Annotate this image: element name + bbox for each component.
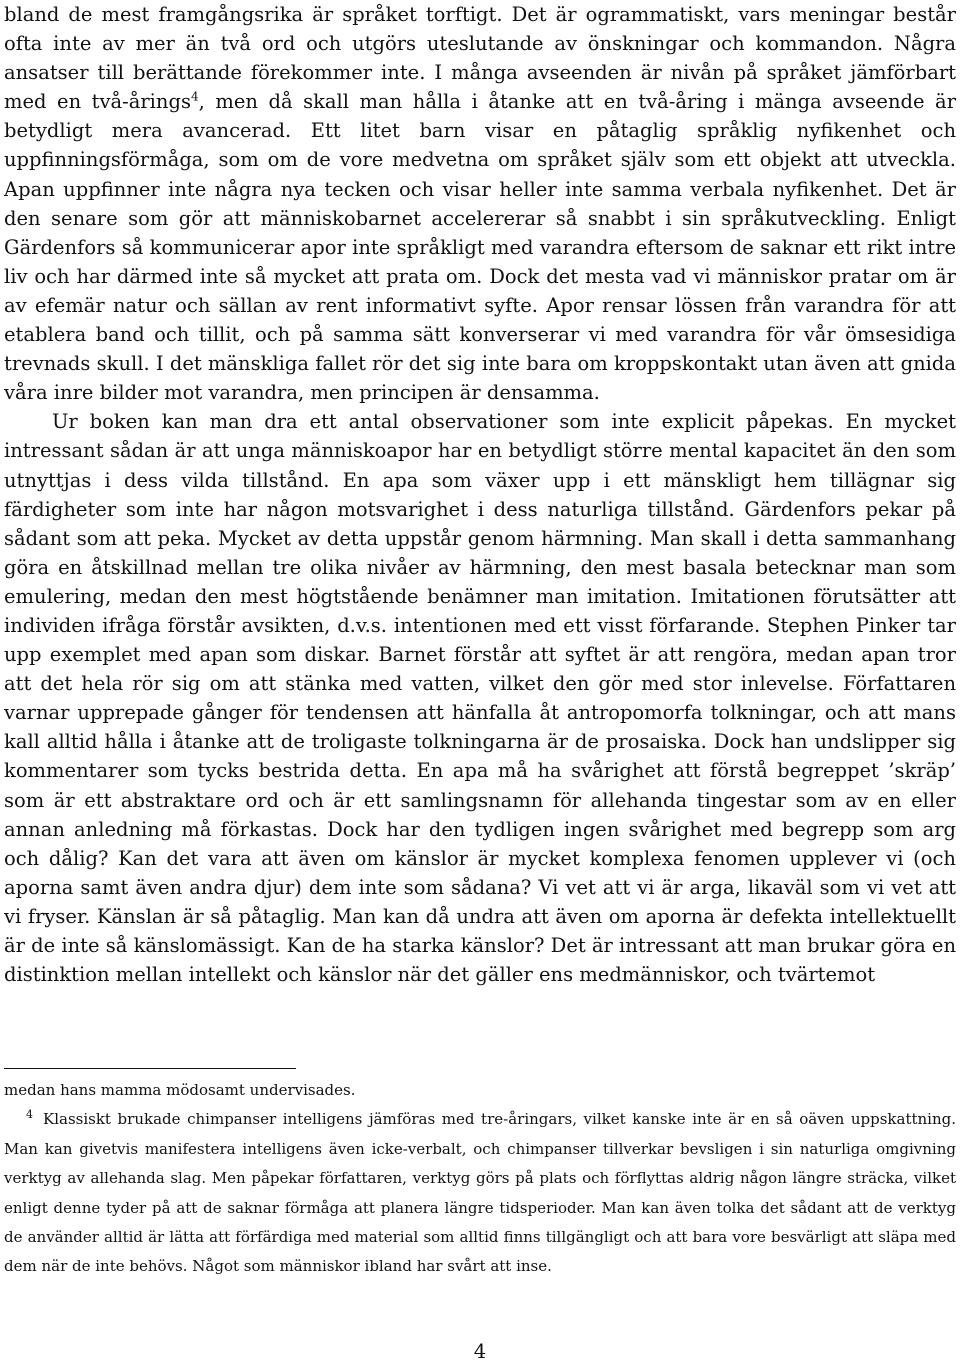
paragraph-1-text-start: bland de mest framgångsrika är språket torftigt. Det är ogrammatiskt, vars meningar består ofta inte av mer än två ord och utgörs uteslutande av önskningar och kommandon. Några ansatser till berättande förekommer inte. I många avseenden är nivån på språket jämförbart med en två-årings bbox=[4, 3, 956, 114]
paragraph-2: Ur boken kan man dra ett antal observationer som inte explicit påpekas. En mycket intressant sådan är att unga människoapor har en betydligt större mental kapacitet än den som utnyttjas i dess vilda tillstånd. En apa som växer upp i ett mänskligt hem tillägnar sig färdigheter som inte har någon motsvarighet i dess naturliga tillstånd. Gärdenfors pekar på sådant som att peka. Mycket av detta uppstår genom härmning. Man skall i detta sammanhang göra en åtskillnad mellan tre olika nivåer av härmning, den mest basala betecknar man som emulering, medan den mest högtstående benämner man imitation. Imitationen förutsätter att individen ifråga förstår avsikten, d.v.s. intentionen med ett visst förfarande. Stephen Pinker tar upp exemplet med apan som diskar. Barnet förstår att syftet är att rengöra, medan apan tror att det hela rör sig om att stänka med vatten, vilket den gör med stor inlevelse. Författaren varnar upprepade gånger för tendensen att hänfalla åt antropomorfa tolkningar, och att mans kall alltid hålla i åtanke att de troligaste tolkningarna är de prosaiska. Dock han undslipper sig kommentarer som tycks bestrida detta. En apa må ha svårighet att förstå begreppet ’skräp’ som är ett abstraktare ord och är ett samlingsnamn för allehanda tingestar som av en eller annan anledning må förkastas. Dock har den tydligen ingen svårighet med begrepp som arg och dålig? Kan det vara att även om känslor är mycket komplexa fenomen upplever vi (och aporna samt även andra djur) dem inte som sådana? Vi vet att vi är arga, likaväl som vi vet att vi fryser. Känslan är så påtaglig. Man kan då undra att även om aporna är defekta intellektuellt är de inte så känslomässigt. Kan de ha starka känslor? Det är intressant att man brukar göra en distinktion mellan intellekt och känslor när det gäller ens medmänniskor, och tvärtemot bbox=[4, 410, 956, 987]
footnote-4 bbox=[4, 1105, 956, 1281]
page-number: 4 bbox=[473, 1340, 487, 1363]
footnote-text: Klassiskt brukade chimpanser intelligens jämföras med tre-åringars, vilket kanske inte är en så oäven uppskattning. Man kan givetvis manifestera intelligens även icke-verbalt, och chimpanser tillverkar bevsligen i sin naturliga omgivning verktyg av allehanda slag. Men påpekar författaren, verktyg görs på plats och förflyttas aldrig någon längre sträcka, vilket enligt denne tyder på att de saknar förmåga att planera längre tidsperioder. Man kan även tolka det sådant att de verktyg de använder alltid är lätta att förfärdiga med material som alltid finns tillgängligt och att bara vore besvärligt att släpa med dem när de inte behövs. Något som människor ibland har svårt att inse. bbox=[4, 1110, 956, 1276]
footnotes bbox=[4, 1076, 956, 1282]
footnote-reference: 4 bbox=[190, 89, 199, 104]
footnote-continuation: medan hans mamma mödosamt undervisades. bbox=[4, 1081, 356, 1099]
footnote-marker: 4 bbox=[26, 1108, 33, 1122]
body-text bbox=[4, 0, 956, 989]
paragraph-1-text-end: , men då skall man hålla i åtanke att en två-åring i mänga avseende är betydligt mera avancerad. Ett litet barn visar en påtaglig språklig nyfikenhet och uppfinningsförmåga, som om de vore medvetna om språket själv som ett objekt att utveckla. Apan uppfinner inte några nya tecken och visar heller inte samma verbala nyfikenhet. Det är den senare som gör att människobarnet accelererar så snabbt i sin språkutveckling. Enligt Gärdenfors så kommunicerar apor inte språkligt med varandra eftersom de saknar ett rikt intre liv och har därmed inte så mycket att prata om. Dock det mesta vad vi människor pratar om är av efemär natur och sällan av rent informativt syfte. Apor rensar lössen från varandra för att etablera band och tillit, och på samma sätt konverserar vi med varandra för vår ömsesidiga trevnads skull. I det mänskliga fallet rör det sig inte bara om kroppskontakt utan även att gnida våra inre bilder mot varandra, men principen är densamma. bbox=[4, 90, 957, 405]
paragraph-1 bbox=[4, 0, 956, 407]
footnote-divider bbox=[4, 1068, 296, 1069]
